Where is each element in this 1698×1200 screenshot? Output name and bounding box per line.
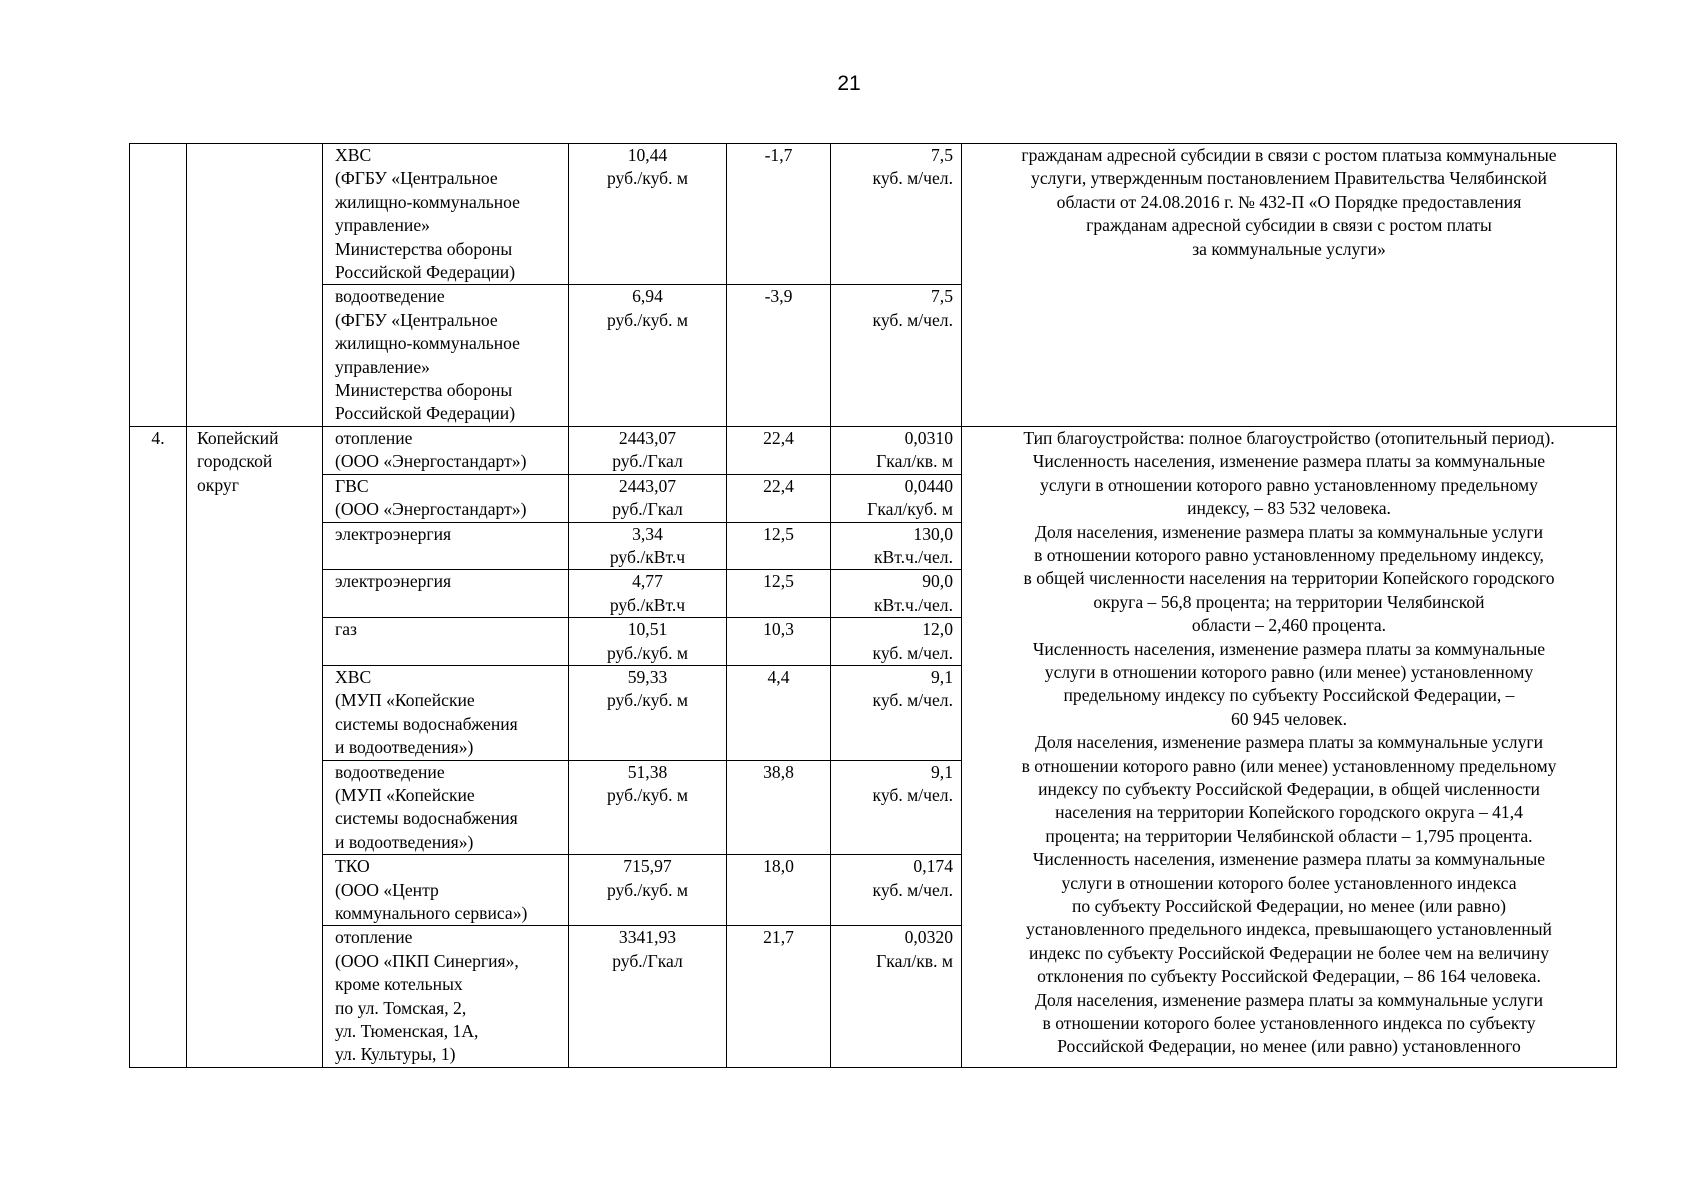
volume-cell: 0,0320 Гкал/кв. м — [831, 926, 962, 1067]
tariff-cell: 3341,93 руб./Гкал — [569, 926, 727, 1067]
change-cell: 22,4 — [727, 474, 831, 522]
volume-cell: 9,1 куб. м/чел. — [831, 665, 962, 760]
volume-cell: 130,0 кВт.ч./чел. — [831, 522, 962, 570]
service-cell: электроэнергия — [323, 570, 569, 618]
service-cell: газ — [323, 618, 569, 666]
change-cell: 12,5 — [727, 570, 831, 618]
service-cell: ХВС (ФГБУ «Центральное жилищно-коммунальное управление» Министерства обороны Российской Федерации) — [323, 144, 569, 285]
tariff-cell: 4,77 руб./кВт.ч — [569, 570, 727, 618]
tariff-table — [129, 143, 1617, 1068]
change-cell: 22,4 — [727, 426, 831, 474]
change-cell: 21,7 — [727, 926, 831, 1067]
volume-cell: 7,5 куб. м/чел. — [831, 144, 962, 285]
change-cell: 10,3 — [727, 618, 831, 666]
row-number-cell: 4. — [130, 426, 187, 1067]
service-cell: отопление (ООО «Энергостандарт») — [323, 426, 569, 474]
change-cell: 18,0 — [727, 855, 831, 926]
service-cell: водоотведение (МУП «Копейские системы водоснабжения и водоотведения») — [323, 760, 569, 855]
tariff-cell: 10,51 руб./куб. м — [569, 618, 727, 666]
tariff-cell: 2443,07 руб./Гкал — [569, 474, 727, 522]
change-cell: 12,5 — [727, 522, 831, 570]
change-cell: -3,9 — [727, 285, 831, 426]
tariff-cell: 51,38 руб./куб. м — [569, 760, 727, 855]
tariff-cell: 2443,07 руб./Гкал — [569, 426, 727, 474]
volume-cell: 0,0310 Гкал/кв. м — [831, 426, 962, 474]
tariff-cell: 59,33 руб./куб. м — [569, 665, 727, 760]
volume-cell: 12,0 куб. м/чел. — [831, 618, 962, 666]
volume-cell: 7,5 куб. м/чел. — [831, 285, 962, 426]
service-cell: ХВС (МУП «Копейские системы водоснабжения и водоотведения») — [323, 665, 569, 760]
tariff-cell: 3,34 руб./кВт.ч — [569, 522, 727, 570]
page-number: 21 — [837, 72, 861, 95]
service-cell: ТКО (ООО «Центр коммунального сервиса») — [323, 855, 569, 926]
description-cell: гражданам адресной субсидии в связи с ростом платыза коммунальные услуги, утвержденным постановлением Правительства Челябинской области от 24.08.2016 г. № 432-П «О Порядке предоставления гражданам адресной субсидии в связи с ростом платы за коммунальные услуги» — [962, 144, 1617, 427]
change-cell: -1,7 — [727, 144, 831, 285]
row-number-cell — [130, 144, 187, 427]
table-row — [130, 144, 1617, 285]
table-row — [130, 426, 1617, 474]
volume-cell: 0,174 куб. м/чел. — [831, 855, 962, 926]
volume-cell: 90,0 кВт.ч./чел. — [831, 570, 962, 618]
volume-cell: 9,1 куб. м/чел. — [831, 760, 962, 855]
tariff-cell: 715,97 руб./куб. м — [569, 855, 727, 926]
municipality-cell: Копейский городской округ — [187, 426, 323, 1067]
service-cell: ГВС (ООО «Энергостандарт») — [323, 474, 569, 522]
service-cell: электроэнергия — [323, 522, 569, 570]
tariff-cell: 10,44 руб./куб. м — [569, 144, 727, 285]
description-cell: Тип благоустройства: полное благоустройство (отопительный период). Численность населения, изменение размера платы за коммунальные услуги в отношении которого равно установленному предельному индексу, – 83 532 человека. Доля населения, изменение размера платы за коммунальные услуги в отношении которого равно установленному предельному индексу, в общей численности населения на территории Копейского городского округа – 56,8 процента; на территории Челябинской области – 2,460 процента. Численность населения, изменение размера платы за коммунальные услуги в отношении которого равно (или менее) установленному предельному индексу по субъекту Российской Федерации, – 60 945 человек. Доля населения, изменение размера платы за коммунальные услуги в отношении которого равно (или менее) установленному предельному индексу по субъекту Российской Федерации, в общей численности населения на территории Копейского городского округа – 41,4 процента; на территории Челябинской области – 1,795 процента. Численность населения, изменение размера платы за коммунальные услуги в отношении которого более установленного индекса по субъекту Российской Федерации, но менее (или равно) установленного предельного индекса, превышающего установленный индекс по субъекту Российской Федерации не более чем на величину отклонения по субъекту Российской Федерации, – 86 164 человека. Доля населения, изменение размера платы за коммунальные услуги в отношении которого более установленного индекса по субъекту Российской Федерации, но менее (или равно) установленного — [962, 426, 1617, 1067]
service-cell: отопление (ООО «ПКП Синергия», кроме котельных по ул. Томская, 2, ул. Тюменская, 1А, ул. Культуры, 1) — [323, 926, 569, 1067]
tariff-cell: 6,94 руб./куб. м — [569, 285, 727, 426]
volume-cell: 0,0440 Гкал/куб. м — [831, 474, 962, 522]
service-cell: водоотведение (ФГБУ «Центральное жилищно-коммунальное управление» Министерства обороны Российской Федерации) — [323, 285, 569, 426]
municipality-cell — [187, 144, 323, 427]
change-cell: 4,4 — [727, 665, 831, 760]
change-cell: 38,8 — [727, 760, 831, 855]
